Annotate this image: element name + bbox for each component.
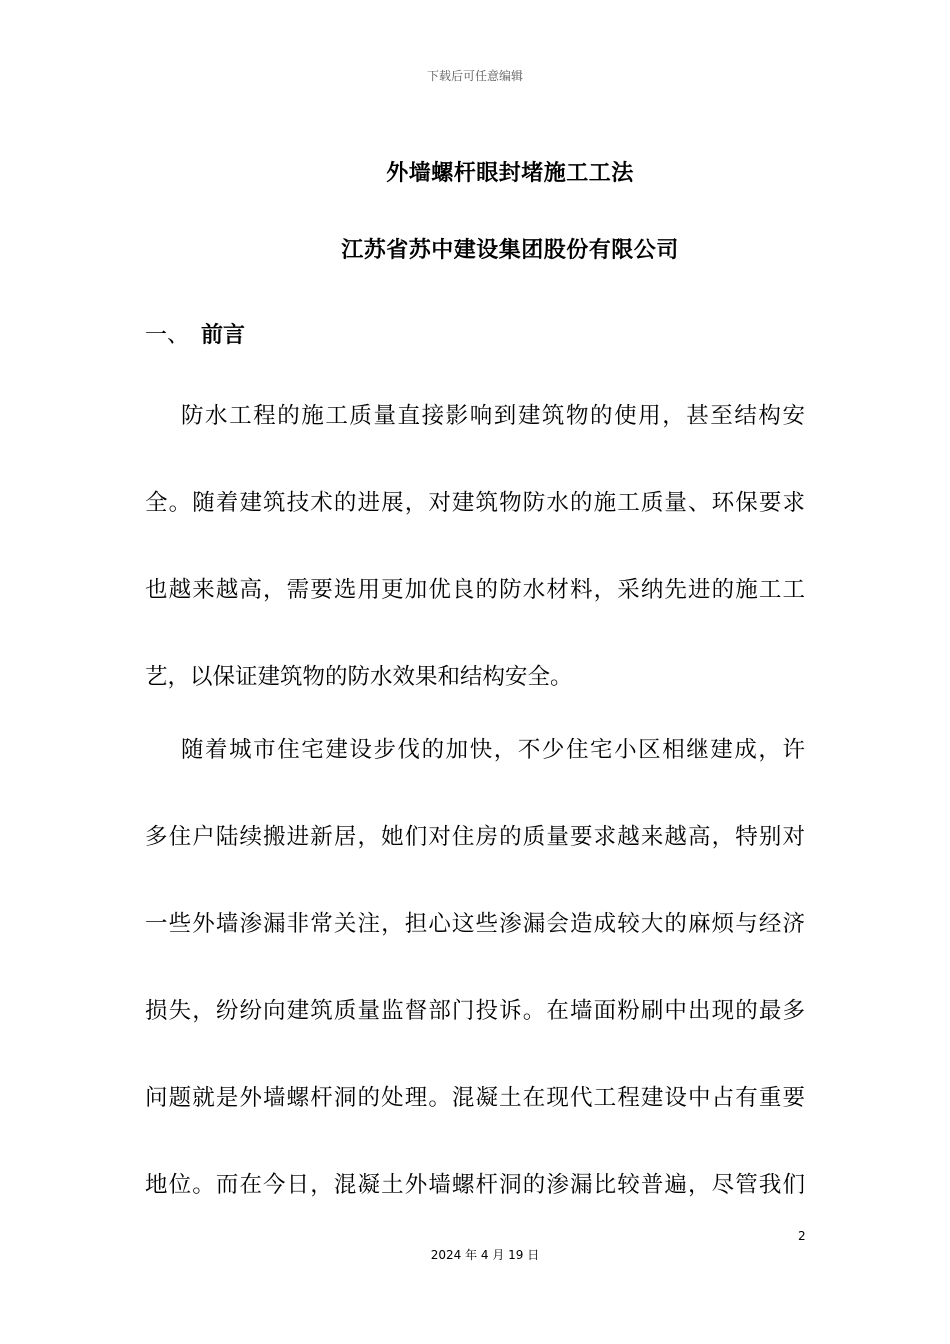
paragraph-line: 损失，纷纷向建筑质量监督部门投诉。在墙面粉刷中出现的最多	[145, 998, 805, 1024]
page-number: 2	[798, 1229, 806, 1243]
paragraph-line: 艺，以保证建筑物的防水效果和结构安全。	[145, 664, 573, 690]
paragraph-line: 一些外墙渗漏非常关注，担心这些渗漏会造成较大的麻烦与经济	[145, 911, 805, 937]
paragraph-line: 多住户陆续搬进新居，她们对住房的质量要求越来越高，特别对	[145, 824, 805, 850]
section-number: 一、	[145, 323, 190, 348]
paragraph-line: 也越来越高，需要选用更加优良的防水材料，采纳先进的施工工	[145, 577, 805, 603]
document-title: 外墙螺杆眼封堵施工工法	[386, 161, 634, 186]
paragraph-line: 全。随着建筑技术的进展，对建筑物防水的施工质量、环保要求	[145, 490, 805, 516]
paragraph-line: 地位。而在今日，混凝土外墙螺杆洞的渗漏比较普遍，尽管我们	[145, 1172, 805, 1198]
section-heading	[145, 318, 245, 349]
section-title: 前言	[201, 323, 246, 348]
footer-date: 2024 年 4 月 19 日	[430, 1248, 540, 1262]
paragraph-line: 随着城市住宅建设步伐的加快，不少住宅小区相继建成，许	[181, 737, 805, 763]
header-note: 下载后可任意编辑	[426, 69, 523, 83]
paragraph-line: 问题就是外墙螺杆洞的处理。混凝土在现代工程建设中占有重要	[145, 1085, 805, 1111]
company-name: 江苏省苏中建设集团股份有限公司	[341, 238, 679, 263]
paragraph-line: 防水工程的施工质量直接影响到建筑物的使用，甚至结构安	[181, 403, 805, 429]
